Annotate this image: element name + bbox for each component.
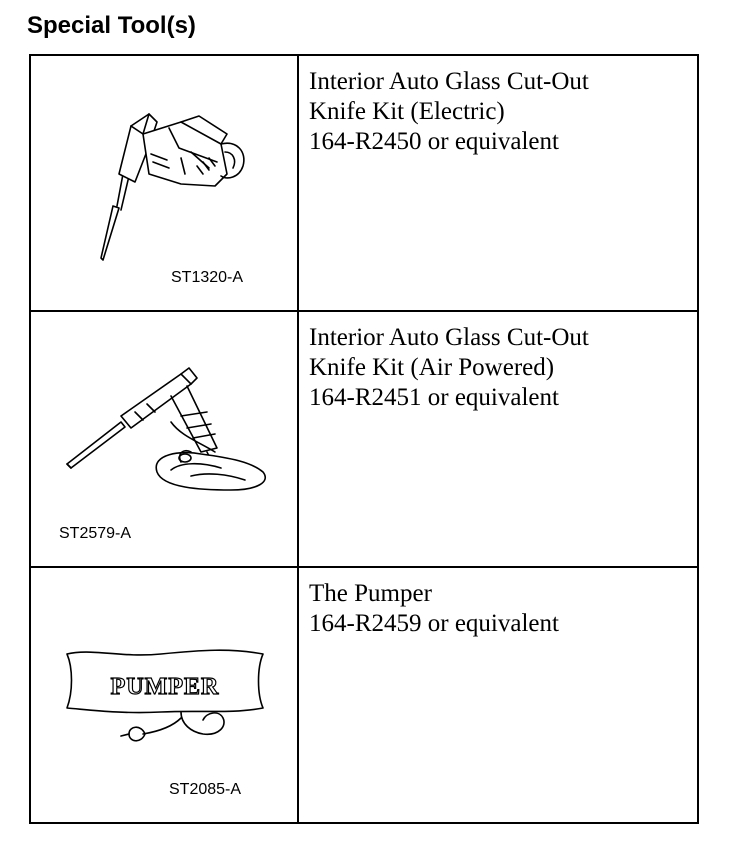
tool-name-line: Knife Kit (Air Powered) [309, 354, 555, 381]
pumper-illustration [31, 568, 297, 824]
tool-name-line: Interior Auto Glass Cut-Out [309, 324, 589, 351]
tool-name-line: The Pumper [309, 580, 432, 607]
tool-name-line: Knife Kit (Electric) [309, 98, 505, 125]
electric-knife-illustration [31, 56, 297, 312]
tool-row [30, 567, 698, 823]
tool-part-number: 164-R2459 or equivalent [309, 610, 559, 637]
tool-description [299, 568, 697, 639]
tool-description [299, 56, 697, 157]
tool-row [30, 55, 698, 311]
tool-description-cell [298, 311, 698, 567]
tool-illustration-cell [30, 311, 298, 567]
tool-row [30, 311, 698, 567]
tool-name-line: Interior Auto Glass Cut-Out [309, 68, 589, 95]
tool-description [299, 312, 697, 413]
special-tools-table [29, 54, 699, 824]
tool-description-cell [298, 567, 698, 823]
tool-description-cell [298, 55, 698, 311]
tool-ref-code: ST2085-A [169, 781, 242, 798]
pumper-label: PUMPER [110, 674, 220, 700]
tool-illustration-cell [30, 567, 298, 823]
tool-part-number: 164-R2451 or equivalent [309, 384, 559, 411]
page-title: Special Tool(s) [27, 12, 196, 39]
tool-part-number: 164-R2450 or equivalent [309, 128, 559, 155]
tool-ref-code: ST2579-A [59, 525, 132, 542]
tool-ref-code: ST1320-A [171, 269, 244, 286]
tool-illustration-cell [30, 55, 298, 311]
